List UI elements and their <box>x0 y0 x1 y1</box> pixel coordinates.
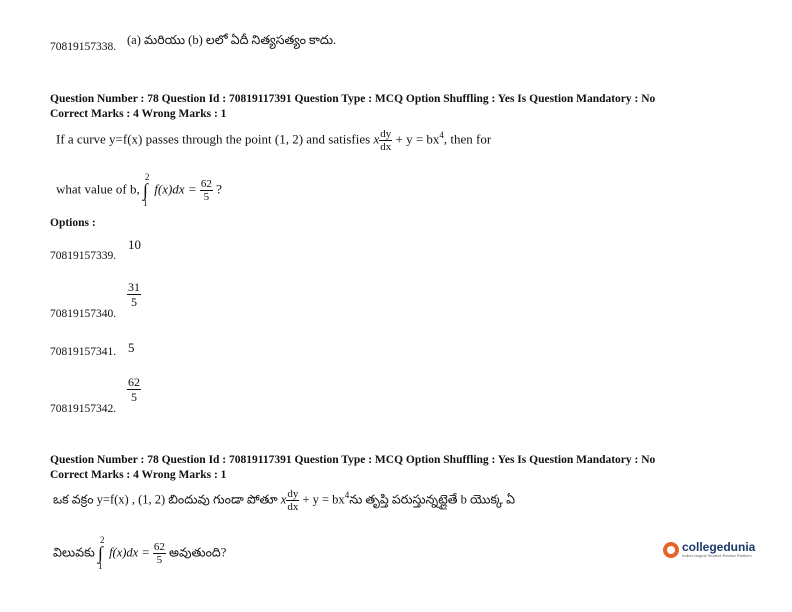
rhs-den: 5 <box>153 553 166 566</box>
rhs-den: 5 <box>200 190 213 203</box>
option-den: 5 <box>127 294 141 309</box>
derivative-num: dy <box>287 488 299 500</box>
exponent: 4 <box>344 490 350 501</box>
logo-tagline: India's largest Student Review Platform <box>682 553 752 558</box>
collegedunia-logo <box>663 541 755 558</box>
integrand: f(x)dx = <box>154 181 197 197</box>
question-text: ఒక వక్రం y=f(x) , (1, 2) బిందువు గుండా పోతూ <box>53 492 278 507</box>
question-text: If a curve y=f(x) passes through the point (1, 2) and satisfies <box>56 131 371 147</box>
option-fraction <box>127 280 141 309</box>
option-num: 31 <box>128 280 140 294</box>
marks-line: Correct Marks : 4 Wrong Marks : 1 <box>50 469 227 481</box>
rhs-fraction <box>153 541 166 566</box>
var-x: x <box>373 131 380 147</box>
collegedunia-logo-icon <box>663 542 679 558</box>
option-id: 70819157340. <box>50 308 117 320</box>
question-line-2 <box>56 172 222 208</box>
option-id: 70819157342. <box>50 403 117 415</box>
rhs-num: 62 <box>153 541 165 553</box>
telugu-question-line-2 <box>53 535 227 571</box>
option-id: 70819157339. <box>50 250 117 262</box>
option-id: 70819157338. <box>50 41 117 53</box>
derivative-fraction <box>286 488 299 513</box>
options-label: Options : <box>50 217 96 229</box>
integral-upper: 2 <box>145 172 150 182</box>
derivative-den: dx <box>287 501 299 513</box>
var-x: x <box>280 492 287 507</box>
rhs-num: 62 <box>200 178 212 190</box>
integral-lower: 1 <box>97 561 103 571</box>
integral-sign: ∫ 2 1 <box>97 535 105 571</box>
equation-text: + y = bx <box>395 131 440 147</box>
question-text-end: , then for <box>443 131 492 147</box>
question-text-end: అవుతుంది? <box>169 545 227 560</box>
option-den: 5 <box>127 389 141 404</box>
question-text: విలువకు <box>53 545 95 560</box>
derivative-fraction <box>379 128 392 153</box>
question-mark: ? <box>216 181 222 197</box>
option-num: 62 <box>128 375 140 389</box>
marks-line: Correct Marks : 4 Wrong Marks : 1 <box>50 108 227 120</box>
rhs-fraction <box>200 178 213 203</box>
question-text: what value of b, <box>56 181 140 197</box>
derivative-den: dx <box>380 141 392 153</box>
option-fraction <box>127 375 141 404</box>
integrand: f(x)dx = <box>109 545 150 560</box>
question-text-end: ను తృప్తి పరుస్తున్నట్లైతే b యొక్క ఏ <box>349 492 515 507</box>
derivative-num: dy <box>380 128 392 140</box>
logo-name: collegedunia <box>682 540 756 554</box>
integral-lower: 1 <box>143 198 148 208</box>
option-text: (a) మరియు (b) లలో ఏదీ నిత్యసత్యం కాదు. <box>127 33 337 47</box>
option-value: 5 <box>128 340 135 355</box>
integral-sign: ∫ 2 1 <box>143 172 150 208</box>
equation-text: + y = bx <box>302 492 345 507</box>
integral-upper: 2 <box>99 535 105 545</box>
telugu-question-line-1 <box>53 488 515 513</box>
option-value: 10 <box>128 237 141 252</box>
option-id: 70819157341. <box>50 346 117 358</box>
question-line-1 <box>56 128 491 153</box>
question-header: Question Number : 78 Question Id : 70819117391 Question Type : MCQ Option Shuffling : Yes Is Question Mandatory : No <box>50 454 656 466</box>
question-header: Question Number : 78 Question Id : 70819117391 Question Type : MCQ Option Shuffling : Yes Is Question Mandatory : No <box>50 93 656 105</box>
exponent: 4 <box>439 130 444 141</box>
